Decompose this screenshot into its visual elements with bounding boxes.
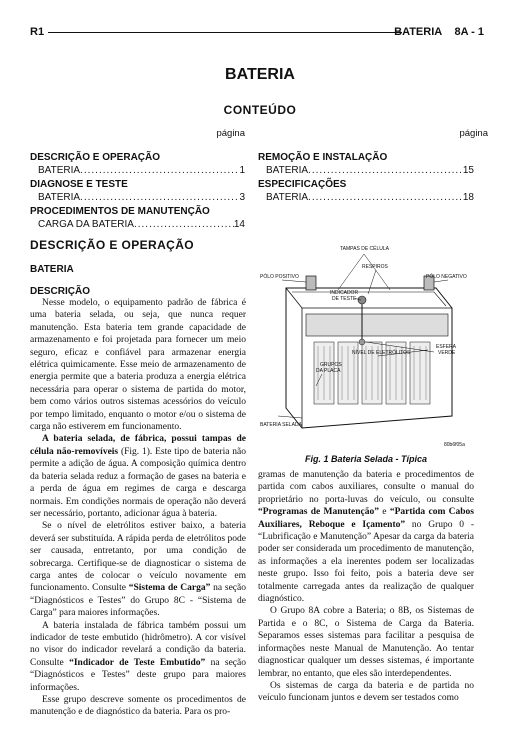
toc-leader — [308, 191, 463, 204]
battery-figure — [258, 238, 474, 452]
label-tampas: TAMPAS DE CÉLULA — [340, 246, 389, 252]
toc-entry-page: 15 — [462, 165, 474, 177]
body-column-left — [30, 297, 246, 719]
label-grupos-1: GRUPOS — [320, 362, 342, 368]
paragraph — [258, 469, 474, 605]
header-section: BATERIA — [394, 26, 443, 38]
paragraph-text: Se o nível de eletrólitos estiver baixo, a bateria deverá ser substituída. A rápida perda de eletrólitos pode ser causada, entretanto, por uma condição de sobrecarga. Certifique-se de diagnosticar o sistema de carga antes de colocar o veículo novamente em funcionamento. Consulte — [30, 521, 246, 594]
paragraph-text: na seção “Diagnósticos e Testes” do Grupo 8C - “Sistema de Carga” para maiores informações. — [30, 583, 246, 619]
paragraph-text: na seção “Diagnósticos e Testes” deste grupo para maiores informações. — [30, 657, 246, 693]
toc-leader — [80, 164, 239, 177]
toc-entry-page: 18 — [462, 192, 474, 204]
label-esfera-2: VERDE — [438, 350, 456, 356]
battery-diagram — [258, 238, 474, 452]
toc-entry-title: CARGA DA BATERIA — [38, 219, 134, 231]
subheading-descricao: DESCRIÇÃO — [30, 286, 91, 297]
bold-text: “Indicador de Teste Embutido” — [69, 657, 206, 668]
toc-entry-page: 14 — [233, 219, 245, 231]
header-section-page — [394, 26, 484, 38]
paragraph: Os sistemas de carga da bateria e de partida no veículo funcionam juntos e devem ser testados como — [258, 680, 474, 704]
toc-entry-title: BATERIA — [38, 192, 81, 204]
body-column-right — [258, 469, 474, 705]
subheading-bateria: BATERIA — [30, 264, 74, 275]
bold-text: “Programas de Manutenção” — [258, 507, 379, 518]
paragraph — [30, 620, 246, 694]
toc-entry[interactable] — [30, 218, 245, 231]
contents-heading: CONTEÚDO — [223, 103, 297, 117]
bold-text: “Partida com Cabos Auxiliares, Reboque e Içamento” — [258, 507, 475, 530]
toc-leader — [134, 218, 234, 231]
label-polo-positivo: PÓLO POSITIVO — [260, 274, 299, 280]
toc-heading: DESCRIÇÃO E OPERAÇÃO — [30, 152, 161, 163]
label-respiros: RESPIROS — [362, 264, 388, 270]
paragraph-text: (Fig. 1). Este tipo de bateria não permite a adição de água. A composição química dentro da bateria selada reduz a formação de gases na bateria e a perda de água em regimes de carga e descarga normais. Em condições normais de operação não deverá ser necessário, portanto, adicionar água à bateria. — [30, 446, 246, 519]
bold-text: “Sistema de Carga” — [128, 583, 211, 594]
paragraph — [30, 433, 246, 520]
toc-entry-title: BATERIA — [266, 192, 309, 204]
toc-entry[interactable] — [258, 164, 474, 177]
toc-entry-page: 1 — [239, 165, 245, 177]
paragraph-text: no Grupo 0 - “Lubrificação e Manutenção” Apesar da carga da bateria poder ser considerada um procedimento de manutenção, as informações a ela inerentes podem ser localizadas neste grupo. Isso foi feito, pois a bateria deve ser totalmente carregada antes da realização de qualquer diagnóstico. — [258, 519, 474, 605]
toc-entry[interactable] — [30, 164, 245, 177]
figure-ref: 80b6f05a — [444, 442, 465, 448]
figure-caption: Fig. 1 Bateria Selada - Típica — [304, 454, 428, 464]
page-title: BATERIA — [225, 66, 295, 83]
label-grupos-2: DA PLACA — [316, 368, 341, 374]
label-nivel: NÍVEL DE ELETRÓLITOS — [352, 350, 411, 356]
paragraph: O Grupo 8A cobre a Bateria; o 8B, os Sistemas de Partida e o 8C, o Sistema de Carga da Bateria. Separamos esses sistemas para facilitar a pesquisa de informações neste Manual de Manutenção. Ao tentar diagnosticar qualquer um desses sistemas, é importante lembrar, no entanto, que eles são interdependentes. — [258, 606, 474, 679]
page-label-left: página — [216, 128, 245, 139]
paragraph-text: A bateria instalada de fábrica também possui um indicador de teste embutido (hidrômetro). A cor visível no visor do indicador revelará a condição da bateria. Consulte — [30, 620, 246, 668]
toc-heading: REMOÇÃO E INSTALAÇÃO — [258, 152, 388, 163]
label-polo-negativo: PÓLO NEGATIVO — [426, 274, 467, 280]
paragraph-text: gramas de manutenção da bateria e procedimentos de partida com cabos auxiliares, consulte o manual do proprietário no porta-luvas do veículo, ou consulte — [258, 470, 474, 505]
label-indicador-1: INDICADOR — [330, 290, 359, 296]
toc-entry-title: BATERIA — [266, 165, 309, 177]
toc-leader — [308, 164, 463, 177]
toc-right — [258, 151, 474, 205]
header-page-number: 8A - 1 — [454, 26, 484, 38]
bold-text: A bateria selada, de fábrica, possui tampas de célula não-removíveis — [30, 434, 246, 457]
toc-entry[interactable] — [258, 191, 474, 204]
section-heading: DESCRIÇÃO E OPERAÇÃO — [30, 238, 195, 252]
toc-heading: DIAGNOSE E TESTE — [30, 178, 128, 190]
toc-left — [30, 151, 245, 231]
paragraph — [30, 520, 246, 619]
paragraph: Nesse modelo, o equipamento padrão de fábrica é uma bateria selada, ou seja, que nunca requer manutenção. Esta bateria tem grande capacidade de armazenamento e foi projetada para fornecer um meio seguro, eficaz e confiável para armazenar energia elétrica quimicamente. Esse meio de armazenamento de energia permite que a bateria produza a energia elétrica necessária para operar o sistema de partida do motor, bem como vários outros sistemas acessórios do veículo por tempo limitado, enquanto o motor e/ou o sistema de carga não estiverem em funcionamento. — [30, 298, 246, 433]
toc-entry[interactable] — [30, 191, 245, 204]
toc-entry-page: 3 — [239, 192, 245, 204]
page-label-right: página — [459, 128, 488, 139]
toc-heading: ESPECIFICAÇÕES — [258, 178, 347, 190]
label-bateria-selada: BATERIA SELADA — [260, 422, 302, 428]
header-rule — [48, 32, 402, 33]
label-esfera-1: ESFERA — [436, 344, 457, 350]
toc-leader — [80, 191, 239, 204]
paragraph-text: e — [378, 507, 390, 518]
label-indicador-2: DE TESTE — [332, 296, 357, 302]
toc-entry-title: BATERIA — [38, 165, 81, 177]
toc-heading: PROCEDIMENTOS DE MANUTENÇÃO — [30, 205, 210, 217]
paragraph: Esse grupo descreve somente os procedimentos de manutenção e de diagnóstico da bateria. Para os pro- — [30, 695, 246, 718]
header-page-ref: R1 — [30, 26, 45, 38]
